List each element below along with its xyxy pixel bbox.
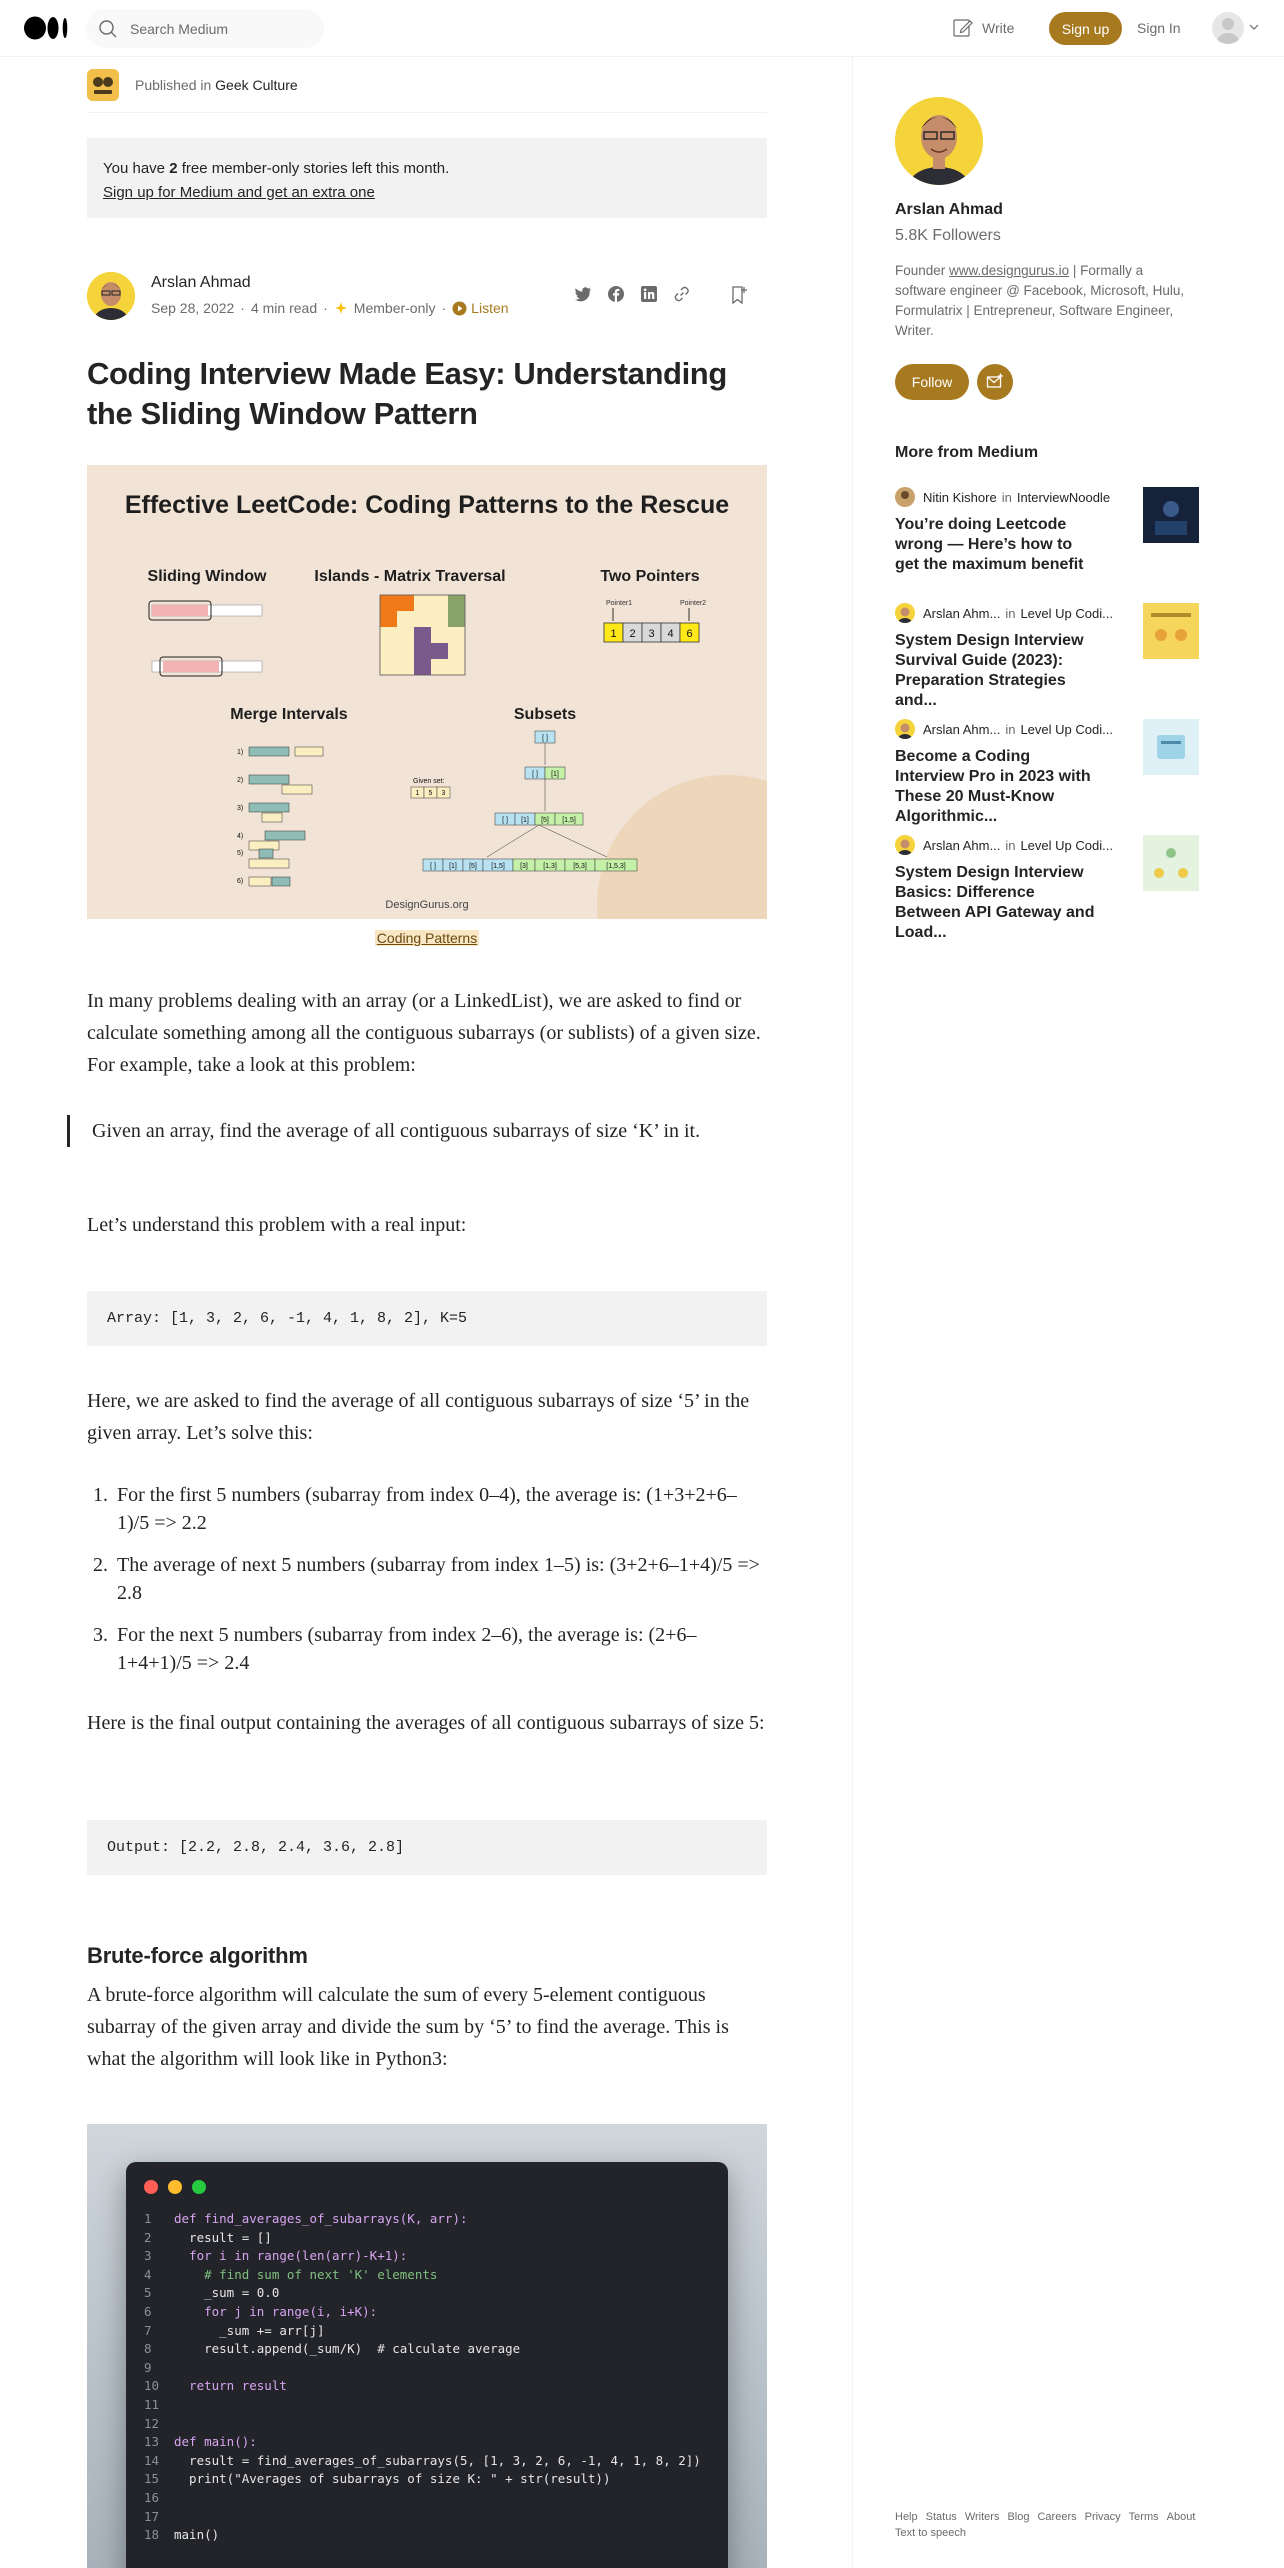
code-lines — [144, 2210, 701, 2545]
signup-extra-link[interactable]: Sign up for Medium and get an extra one — [103, 184, 375, 201]
code-array-text: Array: [1, 3, 2, 6, -1, 4, 1, 8, 2], K=5 — [107, 1310, 468, 1327]
rec-publication[interactable]: Level Up Codi... — [1020, 605, 1113, 621]
islands-grid-diagram — [380, 595, 465, 675]
hero-section-pointers: Two Pointers — [600, 568, 700, 585]
rec-author[interactable]: Arslan Ahm... — [923, 837, 1001, 853]
code-text: print("Averages of subarrays of size K: " + str(result)) — [174, 2471, 611, 2487]
code-text: return result — [174, 2378, 287, 2394]
line-number: 14 — [144, 2452, 160, 2468]
rec-title[interactable]: You’re doing Leetcode wrong — Here’s how to get the maximum benefit — [895, 516, 1084, 573]
line-number: 18 — [144, 2527, 160, 2543]
image-caption — [87, 930, 767, 946]
facebook-icon[interactable] — [606, 284, 626, 304]
subset-cell: [5] — [469, 863, 477, 870]
code-text: def main(): — [174, 2434, 257, 2450]
line-number: 17 — [144, 2508, 160, 2524]
sliding-window-diagram — [149, 601, 262, 676]
rec-publication[interactable]: Level Up Codi... — [1020, 721, 1113, 737]
code-text: for j in range(i, i+K): — [174, 2303, 378, 2319]
footer-link[interactable]: Help — [895, 2511, 918, 2523]
listen-button[interactable] — [452, 300, 508, 316]
linkedin-icon[interactable] — [639, 284, 659, 304]
sidebar — [852, 57, 1284, 2568]
paragraph-real-input: Let’s understand this problem with a real input: — [87, 1214, 467, 1236]
search-input[interactable] — [130, 9, 310, 48]
subset-cell: [ ] — [430, 863, 436, 870]
window-controls — [144, 2180, 206, 2194]
line-number: 10 — [144, 2378, 160, 2394]
set-value: 3 — [441, 790, 446, 797]
rec-thumbnail[interactable] — [1143, 487, 1199, 543]
code-line — [144, 2247, 701, 2266]
line-number: 11 — [144, 2396, 160, 2412]
publication-name-link[interactable]: Geek Culture — [215, 77, 298, 93]
list-item — [87, 1551, 767, 1607]
sidebar-followers[interactable]: 5.8K Followers — [895, 227, 1001, 244]
write-icon — [952, 17, 974, 39]
subsets-tree-diagram — [411, 731, 637, 871]
hero-section-merge: Merge Intervals — [230, 706, 348, 723]
share-icons — [573, 284, 692, 304]
line-number: 1 — [144, 2211, 152, 2226]
sidebar-bio — [895, 261, 1195, 341]
pointer-cell: 6 — [686, 628, 693, 640]
code-text: _sum = 0.0 — [174, 2285, 280, 2301]
rec-author-avatar[interactable] — [895, 719, 915, 739]
medium-logo[interactable] — [24, 16, 70, 40]
subset-cell: [1] — [449, 863, 457, 870]
line-number: 12 — [144, 2415, 160, 2431]
author-row — [87, 272, 767, 328]
write-button[interactable] — [952, 16, 1014, 40]
line-number: 9 — [144, 2359, 152, 2375]
problem-quote: Given an array, find the average of all contiguous subarrays of size ‘K’ in it. — [67, 1115, 767, 1147]
read-time: 4 min read — [250, 300, 318, 316]
footer-link[interactable]: About — [1166, 2511, 1196, 2523]
search-bar[interactable] — [86, 9, 324, 48]
sidebar-author-avatar[interactable] — [895, 97, 983, 185]
list-item — [87, 1481, 767, 1537]
rec-thumbnail[interactable] — [1143, 603, 1199, 659]
rec-publication[interactable]: InterviewNoodle — [1016, 489, 1111, 505]
line-number: 16 — [144, 2489, 160, 2505]
paragraph-intro: In many problems dealing with an array (or a LinkedList), we are asked to find or calculate something among all the contiguous subarrays (or sublists) of a given size. For example, take a look at this problem: — [87, 990, 761, 1076]
rec-author[interactable]: Nitin Kishore — [923, 489, 997, 505]
code-block-output — [87, 1820, 767, 1875]
code-text: result.append(_sum/K) # calculate average — [174, 2341, 521, 2357]
subset-cell: [1] — [551, 771, 559, 778]
rec-author[interactable]: Arslan Ahm... — [923, 721, 1001, 737]
list-text: For the next 5 numbers (subarray from index 2–6), the average is: (2+6–1+4+1)/5 => 2.4 — [117, 1624, 697, 1674]
bio-website-link[interactable]: www.designgurus.io — [949, 263, 1070, 278]
code-line — [144, 2340, 701, 2359]
publication-label — [135, 77, 298, 93]
code-text: def find_averages_of_subarrays(K, arr): — [174, 2211, 468, 2226]
footer-link[interactable]: Status — [925, 2511, 957, 2523]
more-from-medium-heading: More from Medium — [895, 444, 1039, 461]
line-number: 8 — [144, 2341, 152, 2357]
member-only-label: Member-only — [353, 300, 436, 316]
pointer1-label: Pointer1 — [606, 600, 633, 607]
sign-up-button[interactable]: Sign up — [1049, 12, 1122, 45]
publication-row — [87, 69, 767, 113]
subset-cell: [1,3] — [543, 863, 557, 870]
hero-section-subsets: Subsets — [513, 706, 577, 723]
section-heading-brute-force: Brute-force algorithm — [87, 1943, 308, 1968]
close-dot-icon — [144, 2180, 158, 2194]
code-line — [144, 2322, 701, 2341]
code-text: main() — [174, 2527, 220, 2543]
sidebar-footer — [895, 2509, 1225, 2541]
pointer-cell: 4 — [667, 628, 674, 640]
rec-author-avatar[interactable] — [895, 487, 915, 507]
code-line — [144, 2210, 701, 2229]
sidebar-author-name[interactable]: Arslan Ahmad — [895, 201, 1003, 218]
line-number: 2 — [144, 2229, 152, 2245]
user-avatar-icon[interactable] — [1212, 12, 1244, 44]
list-text: For the first 5 numbers (subarray from index 0–4), the average is: (1+3+2+6–1)/5 => 2.2 — [117, 1484, 737, 1534]
paragraph-final-output: Here is the final output containing the averages of all contiguous subarrays of size 5: — [87, 1712, 765, 1734]
subset-cell: [1,5] — [562, 817, 576, 824]
rec-thumbnail[interactable] — [1143, 719, 1199, 775]
line-number: 6 — [144, 2303, 152, 2319]
publication-logo-icon[interactable] — [87, 69, 119, 101]
code-line — [144, 2284, 701, 2303]
list-text: The average of next 5 numbers (subarray from index 1–5) is: (3+2+6–1+4)/5 => 2.8 — [117, 1554, 760, 1604]
mail-plus-icon — [986, 373, 1004, 391]
rec-title[interactable]: System Design Interview Survival Guide (2023): Preparation Strategies and... — [895, 632, 1084, 709]
sign-in-link[interactable]: Sign In — [1137, 20, 1181, 36]
paragraph-brute-force: A brute-force algorithm will calculate the sum of every 5-element contiguous subarray of the given array and divide the sum by ‘5’ to find the average. This is what the algorithm will look like in Python3: — [87, 1984, 729, 2070]
write-label: Write — [982, 20, 1015, 36]
pointer2-label: Pointer2 — [680, 600, 707, 607]
rec-in: in — [1005, 837, 1016, 853]
rec-title[interactable]: System Design Interview Basics: Difference Between API Gateway and Load... — [895, 864, 1095, 941]
line-number: 3 — [144, 2248, 152, 2264]
code-line — [144, 2452, 701, 2471]
footer-link[interactable]: Terms — [1128, 2511, 1159, 2523]
member-notice — [87, 138, 767, 218]
interval-num: 4) — [237, 833, 244, 840]
list-number: 2. — [93, 1554, 108, 1576]
bio-prefix: Founder — [895, 263, 950, 278]
subset-cell: [5,3] — [573, 863, 587, 870]
average-steps-list — [87, 1481, 767, 1677]
rec-in: in — [1001, 489, 1012, 505]
code-line — [144, 2489, 701, 2508]
set-value: 5 — [428, 790, 433, 797]
publish-date: Sep 28, 2022 — [151, 300, 235, 316]
code-line — [144, 2415, 701, 2434]
interval-num: 1) — [237, 749, 244, 756]
rec-publication[interactable]: Level Up Codi... — [1020, 837, 1113, 853]
pointer-cell: 2 — [629, 628, 636, 640]
footer-link[interactable]: Privacy — [1084, 2511, 1121, 2523]
line-number: 4 — [144, 2266, 152, 2282]
caption-link[interactable]: Coding Patterns — [376, 930, 478, 946]
code-text: for i in range(len(arr)-K+1): — [174, 2248, 408, 2264]
hero-site-label: DesignGurus.org — [385, 899, 469, 911]
code-text: # find sum of next 'K' elements — [174, 2266, 438, 2282]
hero-section-sliding: Sliding Window — [147, 568, 267, 585]
meta-separator: · — [323, 300, 328, 316]
interval-num: 3) — [237, 805, 244, 812]
code-line — [144, 2526, 701, 2545]
notice-count: 2 — [169, 160, 178, 177]
recommendation-item[interactable] — [895, 835, 1195, 943]
hero-section-islands: Islands - Matrix Traversal — [314, 568, 506, 585]
twitter-icon[interactable] — [573, 284, 593, 304]
footer-link[interactable]: Careers — [1037, 2511, 1077, 2523]
hero-heading: Effective LeetCode: Coding Patterns to the Rescue — [124, 491, 730, 519]
paragraph-solve: Here, we are asked to find the average of all contiguous subarrays of size ‘5’ in the given array. Let’s solve this: — [87, 1390, 750, 1444]
list-number: 1. — [93, 1484, 108, 1506]
code-block-array — [87, 1291, 767, 1346]
rec-in: in — [1005, 721, 1016, 737]
published-in-text: Published in — [135, 77, 216, 93]
recommendation-item[interactable] — [895, 603, 1195, 711]
subset-cell: [1] — [521, 817, 529, 824]
code-text: result = [] — [174, 2229, 272, 2245]
bookmark-add-icon[interactable] — [728, 284, 750, 306]
pointer-cell: 1 — [610, 628, 617, 640]
line-number: 5 — [144, 2285, 152, 2301]
code-line — [144, 2303, 701, 2322]
given-set-label: Given set: — [413, 778, 445, 785]
code-text: result = find_averages_of_subarrays(5, [1, 3, 2, 6, -1, 4, 1, 8, 2]) — [174, 2452, 701, 2468]
subset-cell: [1,5,3] — [606, 863, 626, 870]
code-line — [144, 2229, 701, 2248]
subset-cell: [3] — [520, 863, 528, 870]
rec-author-avatar[interactable] — [895, 603, 915, 623]
play-icon — [452, 301, 467, 316]
list-number: 3. — [93, 1624, 108, 1646]
maximize-dot-icon — [192, 2180, 206, 2194]
code-line — [144, 2359, 701, 2378]
line-number: 15 — [144, 2471, 160, 2487]
code-output-text: Output: [2.2, 2.8, 2.4, 3.6, 2.8] — [107, 1839, 405, 1856]
notice-after: free member-only stories left this month. — [177, 160, 450, 177]
meta-separator: · — [441, 300, 447, 316]
article-title: Coding Interview Made Easy: Understanding the Sliding Window Pattern — [87, 356, 727, 431]
rec-thumbnail[interactable] — [1143, 835, 1199, 891]
footer-link[interactable]: Text to speech — [895, 2527, 966, 2539]
footer-link[interactable]: Writers — [964, 2511, 1000, 2523]
rec-author-avatar[interactable] — [895, 835, 915, 855]
search-icon — [98, 19, 118, 39]
bio-text: | Formally a software engineer @ Facebook, Microsoft, Hulu, Formulatrix | Entrepreneur, Software Engineer, Writer. — [895, 263, 1185, 338]
interval-num: 5) — [237, 850, 244, 857]
list-item — [87, 1621, 767, 1677]
code-line — [144, 2396, 701, 2415]
rec-title[interactable]: Become a Coding Interview Pro in 2023 with These 20 Must-Know Algorithmic... — [895, 748, 1091, 825]
follow-button[interactable]: Follow — [895, 364, 969, 400]
code-text: _sum += arr[j] — [174, 2322, 325, 2338]
pointer-cell: 3 — [648, 628, 655, 640]
code-line — [144, 2508, 701, 2527]
code-line — [144, 2433, 701, 2452]
set-value: 1 — [415, 790, 420, 797]
two-pointers-diagram — [604, 600, 706, 642]
interval-num: 2) — [237, 777, 244, 784]
rec-in: in — [1005, 605, 1016, 621]
author-name-link[interactable]: Arslan Ahmad — [151, 274, 251, 291]
top-bar — [0, 0, 1284, 57]
author-avatar[interactable] — [87, 272, 135, 320]
subset-cell: [ ] — [542, 735, 548, 742]
code-line — [144, 2470, 701, 2489]
rec-author[interactable]: Arslan Ahm... — [923, 605, 1001, 621]
member-notice-text — [103, 157, 751, 181]
minimize-dot-icon — [168, 2180, 182, 2194]
footer-link[interactable]: Blog — [1007, 2511, 1030, 2523]
code-line — [144, 2377, 701, 2396]
chevron-down-icon[interactable] — [1249, 23, 1259, 31]
subscribe-email-button[interactable] — [977, 364, 1013, 400]
recommendation-item[interactable] — [895, 487, 1195, 575]
article-meta — [151, 300, 509, 316]
line-number: 7 — [144, 2322, 152, 2338]
code-line — [144, 2266, 701, 2285]
code-editor-window — [126, 2162, 728, 2568]
member-star-icon — [334, 301, 348, 315]
subset-cell: [ ] — [502, 817, 508, 824]
subset-cell: [ ] — [532, 771, 538, 778]
interval-num: 6) — [237, 878, 244, 885]
merge-intervals-diagram — [237, 747, 323, 886]
notice-before: You have — [103, 160, 170, 177]
line-number: 13 — [144, 2434, 160, 2450]
meta-separator: · — [240, 300, 245, 316]
python-code-image — [87, 2124, 767, 2568]
subset-cell: [1,5] — [491, 863, 505, 870]
copy-link-icon[interactable] — [672, 284, 692, 304]
subset-cell: [5] — [541, 817, 549, 824]
recommendation-item[interactable] — [895, 719, 1195, 827]
hero-image — [87, 465, 767, 919]
listen-label: Listen — [471, 300, 509, 316]
